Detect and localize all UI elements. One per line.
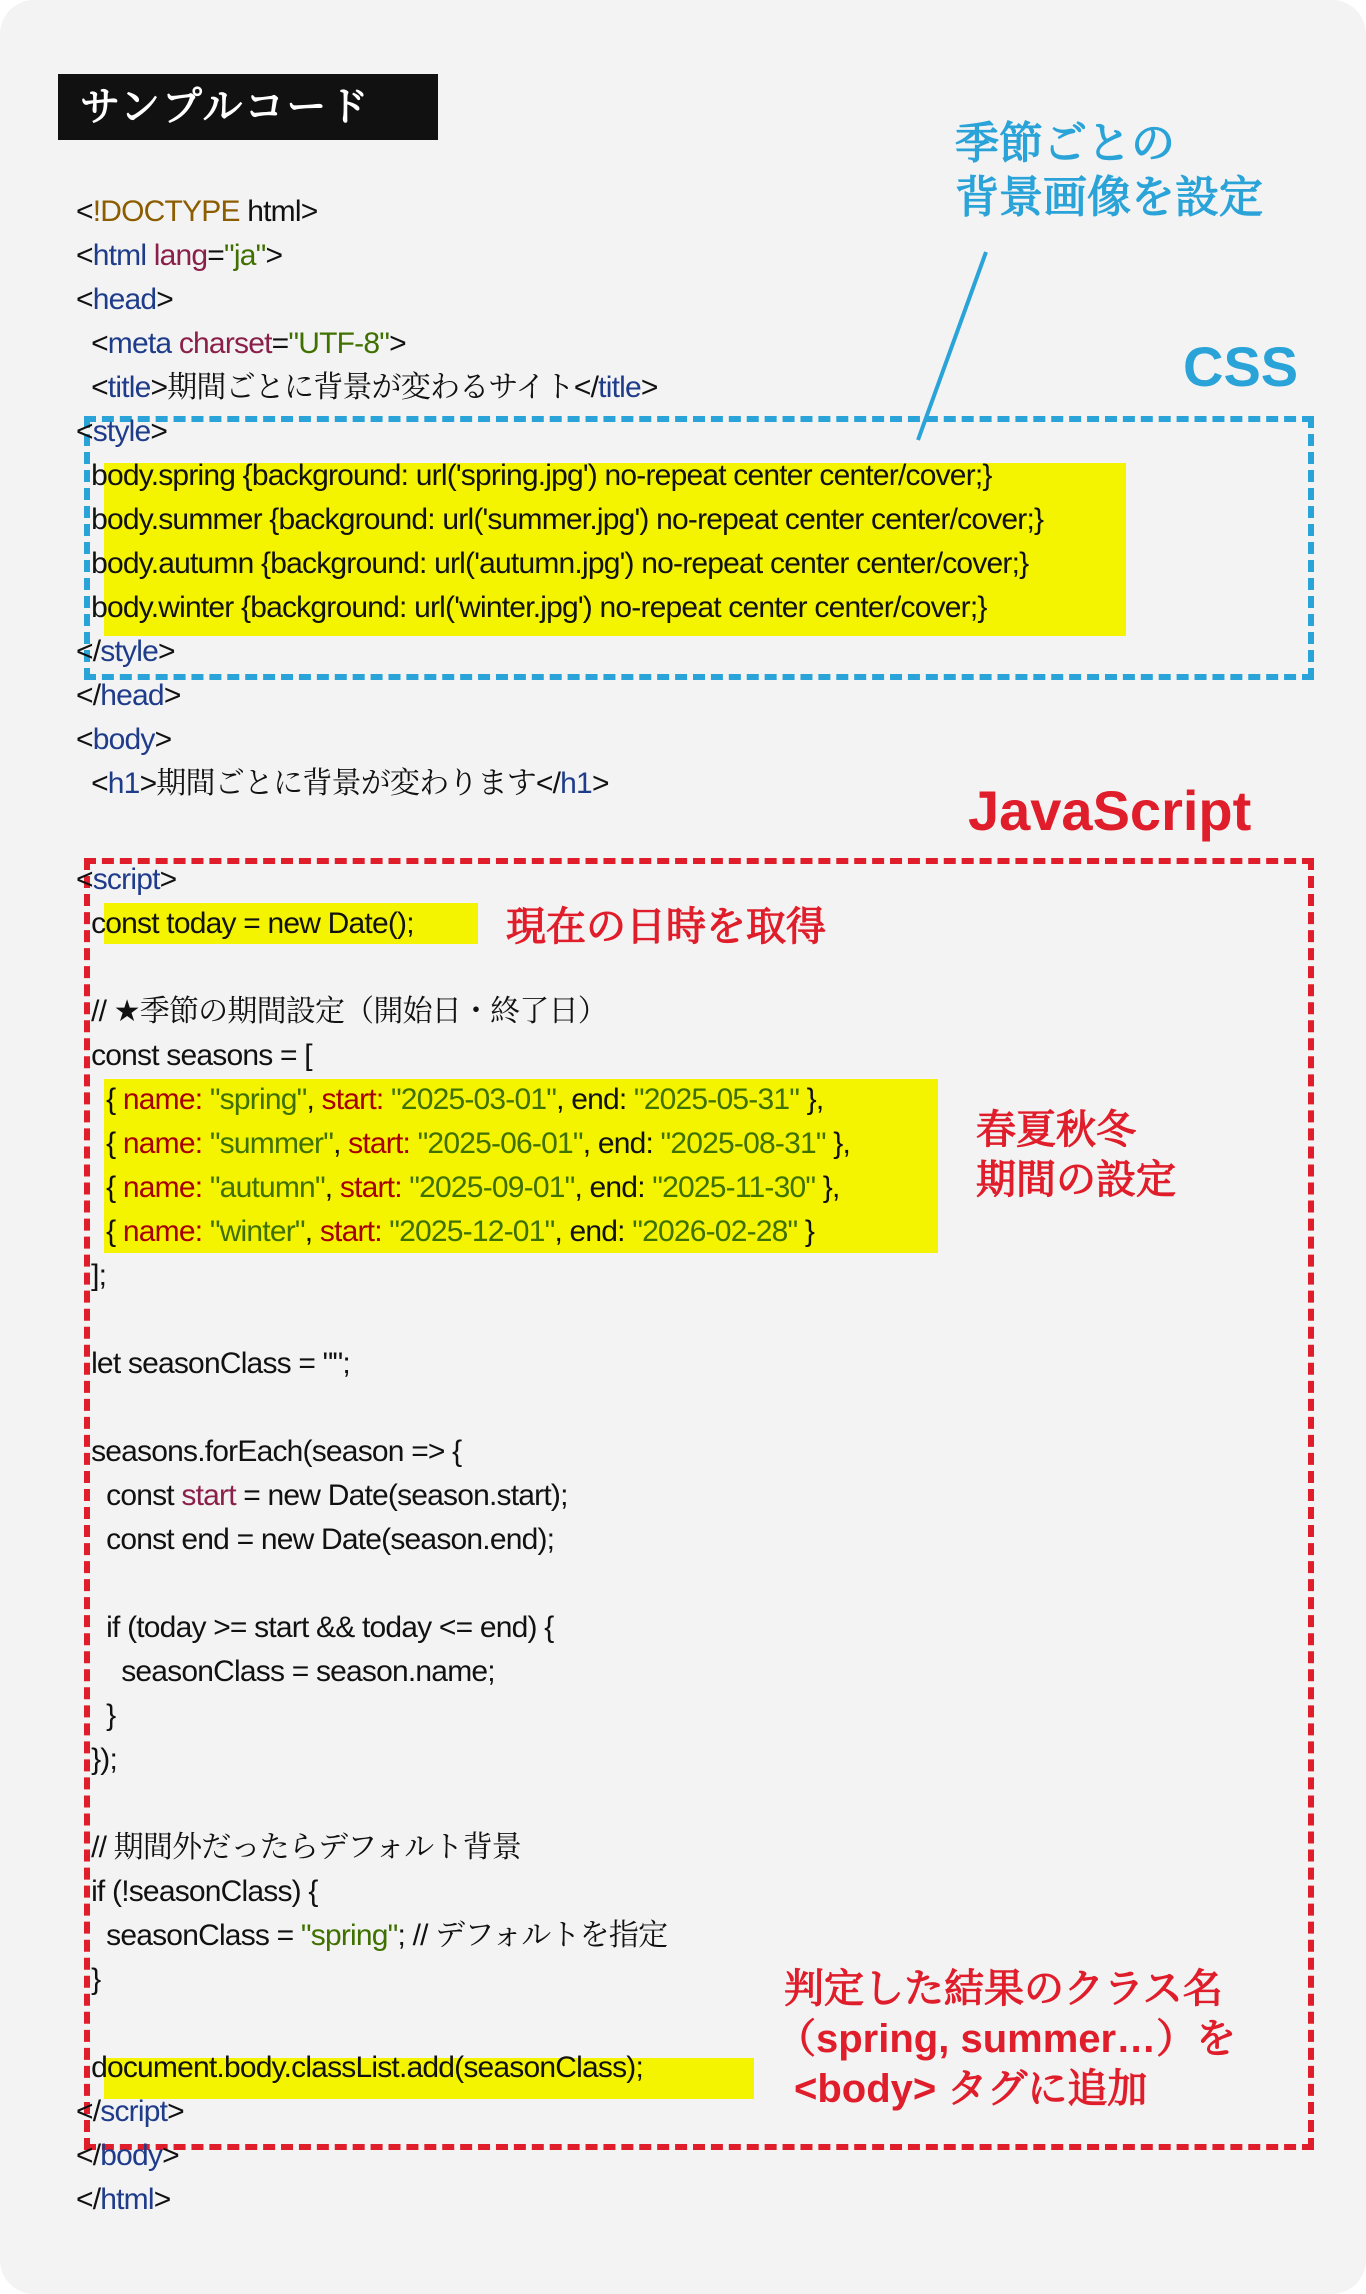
code-line: <title>期間ごとに背景が変わるサイト</title>	[76, 371, 658, 404]
code-line: <style>	[76, 415, 168, 448]
code-line: <meta charset="UTF-8">	[76, 327, 406, 360]
code-line: body.spring {background: url('spring.jpg') no-repeat center center/cover;}	[76, 459, 992, 492]
code-line: }	[76, 1699, 116, 1732]
code-line: <h1>期間ごとに背景が変わります</h1>	[76, 767, 609, 800]
code-line: document.body.classList.add(seasonClass);	[76, 2051, 644, 2084]
result-note-line1: 判定した結果のクラス名	[784, 1967, 1223, 2011]
seasons-note-line2: 期間の設定	[976, 1158, 1176, 1202]
code-line: { name: "autumn", start: "2025-09-01", end: "2025-11-30" },	[76, 1171, 840, 1204]
css-note	[955, 117, 1263, 225]
seasons-note-line1: 春夏秋冬	[976, 1108, 1136, 1152]
code-line: if (today >= start && today <= end) {	[76, 1611, 554, 1644]
code-line: const seasons = [	[76, 1039, 312, 1072]
result-note	[776, 1964, 1237, 2114]
javascript-label: JavaScript	[968, 779, 1252, 842]
code-line: <head>	[76, 283, 174, 316]
code-line: // 期間外だったらデフォルト背景	[76, 1831, 521, 1864]
code-line: </script>	[76, 2095, 184, 2128]
code-line: </head>	[76, 679, 181, 712]
code-line: body.summer {background: url('summer.jpg') no-repeat center center/cover;}	[76, 503, 1044, 536]
code-line: seasons.forEach(season => {	[76, 1435, 462, 1468]
code-line: <!DOCTYPE html>	[76, 195, 318, 228]
code-line: body.autumn {background: url('autumn.jpg') no-repeat center center/cover;}	[76, 547, 1029, 580]
code-line: { name: "spring", start: "2025-03-01", end: "2025-05-31" },	[76, 1083, 824, 1116]
code-line: const end = new Date(season.end);	[76, 1523, 555, 1556]
sample-code-title: サンプルコード	[58, 74, 438, 140]
css-note-line1: 季節ごとの	[955, 119, 1175, 168]
code-line: <body>	[76, 723, 172, 756]
code-line: { name: "winter", start: "2025-12-01", end: "2026-02-28" }	[76, 1215, 815, 1248]
code-line: ];	[76, 1259, 107, 1292]
code-line: const start = new Date(season.start);	[76, 1479, 568, 1512]
code-line: { name: "summer", start: "2025-06-01", end: "2025-08-31" },	[76, 1127, 850, 1160]
result-note-line3: <body> タグに追加	[794, 2067, 1148, 2111]
code-line: // ★季節の期間設定（開始日・終了日）	[76, 995, 607, 1028]
code-line: if (!seasonClass) {	[76, 1875, 318, 1908]
css-note-line2: 背景画像を設定	[955, 173, 1263, 222]
code-line: seasonClass = season.name;	[76, 1655, 495, 1688]
seasons-note	[976, 1105, 1176, 1205]
code-line: }	[76, 1963, 101, 1996]
today-note: 現在の日時を取得	[506, 905, 826, 949]
code-line: });	[76, 1743, 118, 1776]
code-line: body.winter {background: url('winter.jpg') no-repeat center center/cover;}	[76, 591, 987, 624]
code-line: <script>	[76, 863, 177, 896]
code-line: </body>	[76, 2139, 179, 2172]
code-line: </html>	[76, 2183, 171, 2216]
code-line: let seasonClass = "";	[76, 1347, 350, 1380]
code-line: seasonClass = "spring"; // デフォルトを指定	[76, 1919, 668, 1952]
result-note-line2: （spring, summer…）を	[776, 2017, 1237, 2061]
code-line: <html lang="ja">	[76, 239, 283, 272]
code-line: </style>	[76, 635, 175, 668]
css-label: CSS	[1183, 335, 1299, 398]
code-line: const today = new Date();	[76, 907, 414, 940]
